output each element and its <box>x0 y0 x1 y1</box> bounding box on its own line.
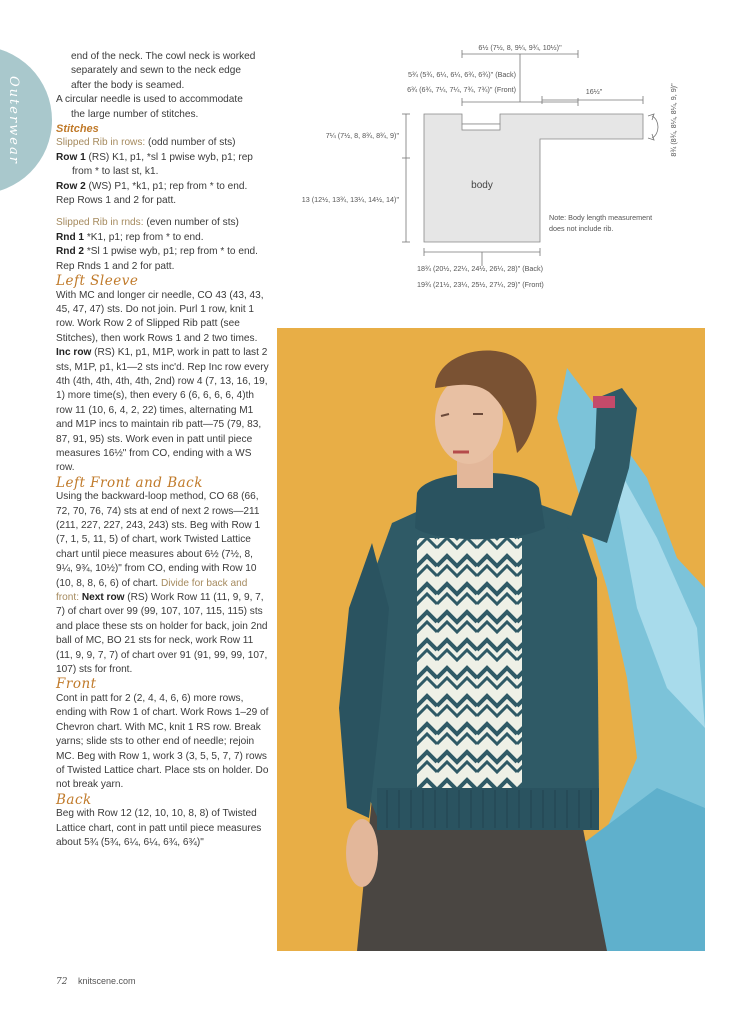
cuff-arrow <box>652 116 658 138</box>
note-line-1: Note: Body length measurement <box>549 213 653 222</box>
left-sleeve-text-b: (RS) K1, p1, M1P, work in patt to last 2 sts, M1P, p1, k1—2 sts inc'd. Rep Inc row every 4th (4th, 4th, 4th, 4th, 2nd) row 4 (7, 13, 16, 19, 1) more time(s), then every 6 (6, 6, 6, 6, 4)th row 11 (10, 6, 4, 2, 22) times, alternating M1 and M1P incs to maintain rib patt—75 (79, 83, 87, 91, 95) sts. Work even in patt until piece measures 16½" from CO, ending with a WS row. <box>56 347 269 474</box>
row-1 <box>56 151 270 180</box>
rows-title: Slipped Rib in rows: <box>56 137 146 149</box>
left-front-back-text <box>56 490 270 677</box>
neck-front-line <box>462 124 500 130</box>
rnd-2-text: *Sl 1 pwise wyb, p1; rep from * to end. <box>86 246 258 258</box>
colorwork-panel <box>417 538 522 788</box>
photo-illustration <box>277 328 705 951</box>
left-front-back-heading: Left Front and Back <box>56 474 203 491</box>
bracelet <box>593 396 615 408</box>
lfb-text-b: (RS) Work Row 11 (11, 9, 9, 7, 7) of chart over 99 (99, 107, 107, 115, 115) sts and place these sts on holder for back, join 2nd ball of MC, BO 21 sts for neck, work Row 11 (11, 9, 9, 7, 7) of chart over 91 (91, 99, 99, 107, 107) sts for front. <box>56 592 268 676</box>
top-width-label: 6½ (7½, 8, 9¼, 9¾, 10½)" <box>478 43 562 52</box>
intro-line: end of the neck. The cowl neck is worked <box>71 51 256 62</box>
page-number: 72 <box>56 977 68 987</box>
left-sleeve-text <box>56 289 270 476</box>
front-neck-label: 6¾ (6¾, 7¼, 7¼, 7¾, 7¾)" (Front) <box>407 85 516 94</box>
upper-arm-label: 8¾ (8¾, 8¼, 8¼, 9, 9)" <box>669 83 678 157</box>
rep-rows: Rep Rows 1 and 2 for patt. <box>56 195 177 207</box>
back-text: Beg with Row 12 (12, 10, 10, 8, 8) of Twisted Lattice chart, cont in patt until piece measures about 5¾ (5¾, 6¼, 6¼, 6¾, 6¾)" <box>56 808 262 848</box>
left-sleeve-text-a: With MC and longer cir needle, CO 43 (43, 43, 45, 47, 47) sts. Do not join. Purl 1 row, knit 1 row. Work Row 2 of Slipped Rib patt (see Stitches), then work Rows 1 and 2 two times. <box>56 289 264 344</box>
rnd-2 <box>56 245 270 259</box>
section-tab <box>0 46 52 194</box>
rnds-note: (even number of sts) <box>146 217 239 229</box>
section-tab-label: Outerwear <box>6 76 21 165</box>
rnd-1 <box>56 231 270 245</box>
front-heading: Front <box>56 676 97 693</box>
intro-line: separately and sewn to the neck edge <box>71 65 242 77</box>
slipped-rib-rows-title <box>56 136 270 150</box>
schematic-diagram <box>276 40 720 300</box>
hand <box>346 819 378 887</box>
text-column <box>56 50 270 850</box>
back-width-label: 18¾ (20½, 22¼, 24½, 26¼, 28)" (Back) <box>417 264 544 273</box>
sleeve-length-label: 16½" <box>585 87 603 96</box>
armhole-label: 7¼ (7½, 8, 8¾, 8¾, 9)" <box>325 131 399 140</box>
stitches-heading: Stitches <box>56 123 99 136</box>
intro-line: after the body is seamed. <box>71 79 185 91</box>
body-length-label: 13 (12½, 13¾, 13¼, 14½, 14)" <box>301 195 399 204</box>
garment-outline <box>424 114 643 242</box>
lfb-text-a: Using the backward-loop method, CO 68 (66, 72, 70, 76, 74) sts at end of next 2 rows—211 (211, 227, 227, 243, 243) sts. Beg with Row 1 (7, 1, 5, 11, 5) of chart, work Twisted Lattice chart until piece measures about 6½ (7½, 8, 9¼, 9¾, 10½)" from CO, ending with Row 10 (10, 8, 8, 6, 6) of chart. <box>56 491 261 589</box>
note-line-2: does not include rib. <box>549 224 614 233</box>
row-1-label: Row 1 <box>56 151 86 163</box>
model-photo <box>277 328 705 951</box>
rnds-title: Slipped Rib in rnds: <box>56 217 144 229</box>
row-2 <box>56 180 270 194</box>
back-heading: Back <box>56 791 92 808</box>
left-sleeve-heading: Left Sleeve <box>56 273 139 290</box>
page-footer <box>56 976 136 987</box>
row-1-text: (RS) K1, p1, *sl 1 pwise wyb, p1; rep from * to last st, k1. <box>72 151 253 178</box>
back-neck-label: 5¾ (5¾, 6¼, 6¼, 6¾, 6¾)" (Back) <box>407 70 516 79</box>
front-width-label: 19¾ (21½, 23¼, 25½, 27¼, 29)" (Front) <box>417 280 544 289</box>
row-2-text: (WS) P1, *k1, p1; rep from * to end. <box>88 180 248 192</box>
rows-note: (odd number of sts) <box>148 137 236 149</box>
site-url: knitscene.com <box>77 976 136 986</box>
rep-rnds: Rep Rnds 1 and 2 for patt. <box>56 260 175 272</box>
inc-row-label: Inc row <box>56 347 92 359</box>
rnd-2-label: Rnd 2 <box>56 246 85 258</box>
slipped-rib-rnds-title <box>56 216 270 230</box>
front-text: Cont in patt for 2 (2, 4, 4, 6, 6) more rows, ending with Row 1 of chart. Work Rows 1–29 of Chevron chart. With MC, knit 1 RS row. Break yarns; slide sts to other end of needle; rejoin MC. Beg with Row 1, work 3 (3, 5, 5, 7, 7) rows of Twisted Lattice chart. Place sts on holder. Do not break yarn. <box>56 692 269 791</box>
intro-line: A circular needle is used to accommodate <box>56 94 243 106</box>
rnd-1-text: *K1, p1; rep from * to end. <box>86 231 204 243</box>
intro-line: the large number of stitches. <box>71 108 199 120</box>
body-label: body <box>471 180 493 191</box>
row-2-label: Row 2 <box>56 180 86 192</box>
next-row-label: Next row <box>81 592 125 604</box>
rnd-1-label: Rnd 1 <box>56 231 85 243</box>
divide-label: Divide for back and front: <box>56 577 248 604</box>
